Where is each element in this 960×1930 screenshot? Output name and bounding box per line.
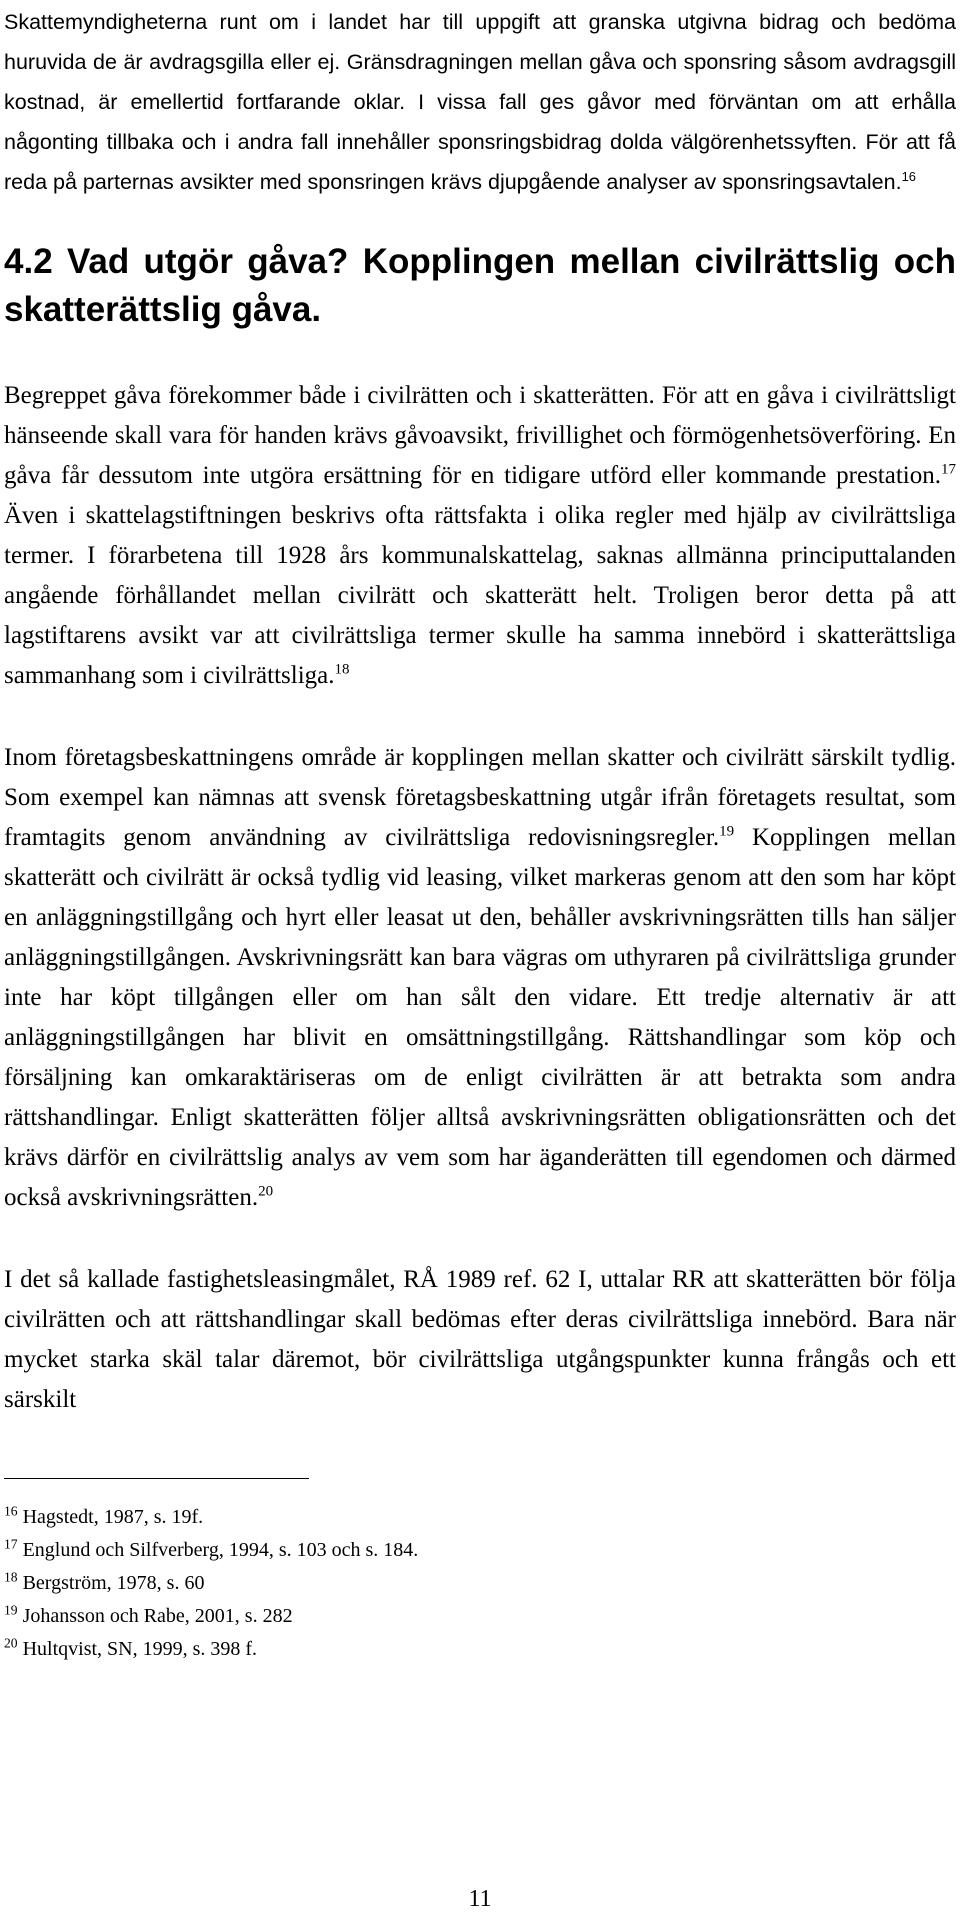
footnote-20: $^{20}$ Hultqvist, SN, 1999, s. 398 f. [4, 1635, 258, 1660]
paragraph-gava-begrepp: Begreppet gåva förekommer både i civilrätten och i skatterätten. För att en gåva i civilrättsligt hänseende skall vara för handen krävs gåvoavsikt, frivillighet och förmögenhetsöverföring. En gåva får dessutom inte utgöra ersättning för en tidigare utförd eller kommande prestation.$^{17}$ Även i skattelagstiftningen beskrivs ofta rättsfakta i olika regler med hjälp av civilrättsliga termer. I förarbetena till 1928 års kommunalskattelag, saknas allmänna principuttalanden angående förhållandet mellan civilrätt och skatterätt helt. Troligen beror detta på att lagstiftarens avsikt var att civilrättsliga termer skulle ha samma innebörd i skatterättsliga sammanhang som i civilrättsliga.$^{18}$ [4, 382, 956, 689]
footnote-18: $^{18}$ Bergström, 1978, s. 60 [4, 1569, 205, 1594]
paragraph-fastighetsleasing: I det så kallade fastighetsleasingmålet, RÅ 1989 ref. 62 I, uttalar RR att skatterätten bör följa civilrätten och att rättshandlingar skall bedömas efter deras civilrättsliga innebörd. Bara när mycket starka skäl talar däremot, bör civilrättsliga utgångspunkter kunna frångås och ett särskilt [4, 1266, 956, 1413]
footnote-16: $^{16}$ Hagstedt, 1987, s. 19f. [4, 1503, 204, 1528]
footnote-17: $^{17}$ Englund och Silfverberg, 1994, s. 103 och s. 184. [4, 1536, 419, 1561]
paragraph-foretagsbeskattning: Inom företagsbeskattningens område är kopplingen mellan skatter och civilrätt särskilt tydlig. Som exempel kan nämnas att svensk företagsbeskattning utgår ifrån företagets resultat, som framtagits genom användning av civilrättsliga redovisningsregler.$^{19}$ Kopplingen mellan skatterätt och civilrätt är också tydlig vid leasing, vilket markeras genom att den som har köpt en anläggningstillgång och hyrt eller leasat ut den, behåller avskrivningsrätten tills han säljer anläggningstillgången. Avskrivningsrätt kan bara vägras om uthyraren på civilrättsliga grunder inte har köpt tillgången eller om han sålt den vidare. Ett tredje alternativ är att anläggningstillgången har blivit en omsättningstillgång. Rättshandlingar som köp och försäljning kan omkaraktäriseras om de enligt civilrätten är att betrakta som andra rättshandlingar. Enligt skatterätten följer alltså avskrivningsrätten obligationsrätten och det krävs därför en civilrättslig analys av vem som har äganderätten till egendomen och därmed också avskrivningsrätten.$^{20}$ [4, 744, 956, 1211]
footnote-divider [4, 1478, 309, 1479]
footnote-ref-18: 18 [334, 661, 350, 678]
footnote-ref-17: 17 [941, 461, 956, 478]
footnote-19: $^{19}$ Johansson och Rabe, 2001, s. 282 [4, 1602, 293, 1627]
intro-paragraph: Skattemyndigheterna runt om i landet har till uppgift att granska utgivna bidrag och bedöma huruvida de är avdragsgilla eller ej. Gränsdragningen mellan gåva och sponsring såsom avdragsgill kostnad, är emellertid fortfarande oklar. I vissa fall ges gåvor med förväntan om att erhålla någonting tillbaka och i andra fall innehåller sponsringsbidrag dolda välgörenhetssyften. För att få reda på parternas avsikter med sponsringen krävs djupgående analyser av sponsringsavtalen.$^{16}$ [4, 10, 956, 194]
footnote-ref-20: 20 [258, 1183, 274, 1200]
footnote-ref-16: 16 [901, 168, 916, 184]
footnotes [4, 1501, 956, 1666]
section-heading: 4.2 Vad utgör gåva? Kopplingen mellan civilrättslig och skatterättslig gåva. [4, 242, 956, 329]
footnote-ref-19: 19 [719, 823, 735, 840]
page-number: 11 [468, 1886, 492, 1912]
